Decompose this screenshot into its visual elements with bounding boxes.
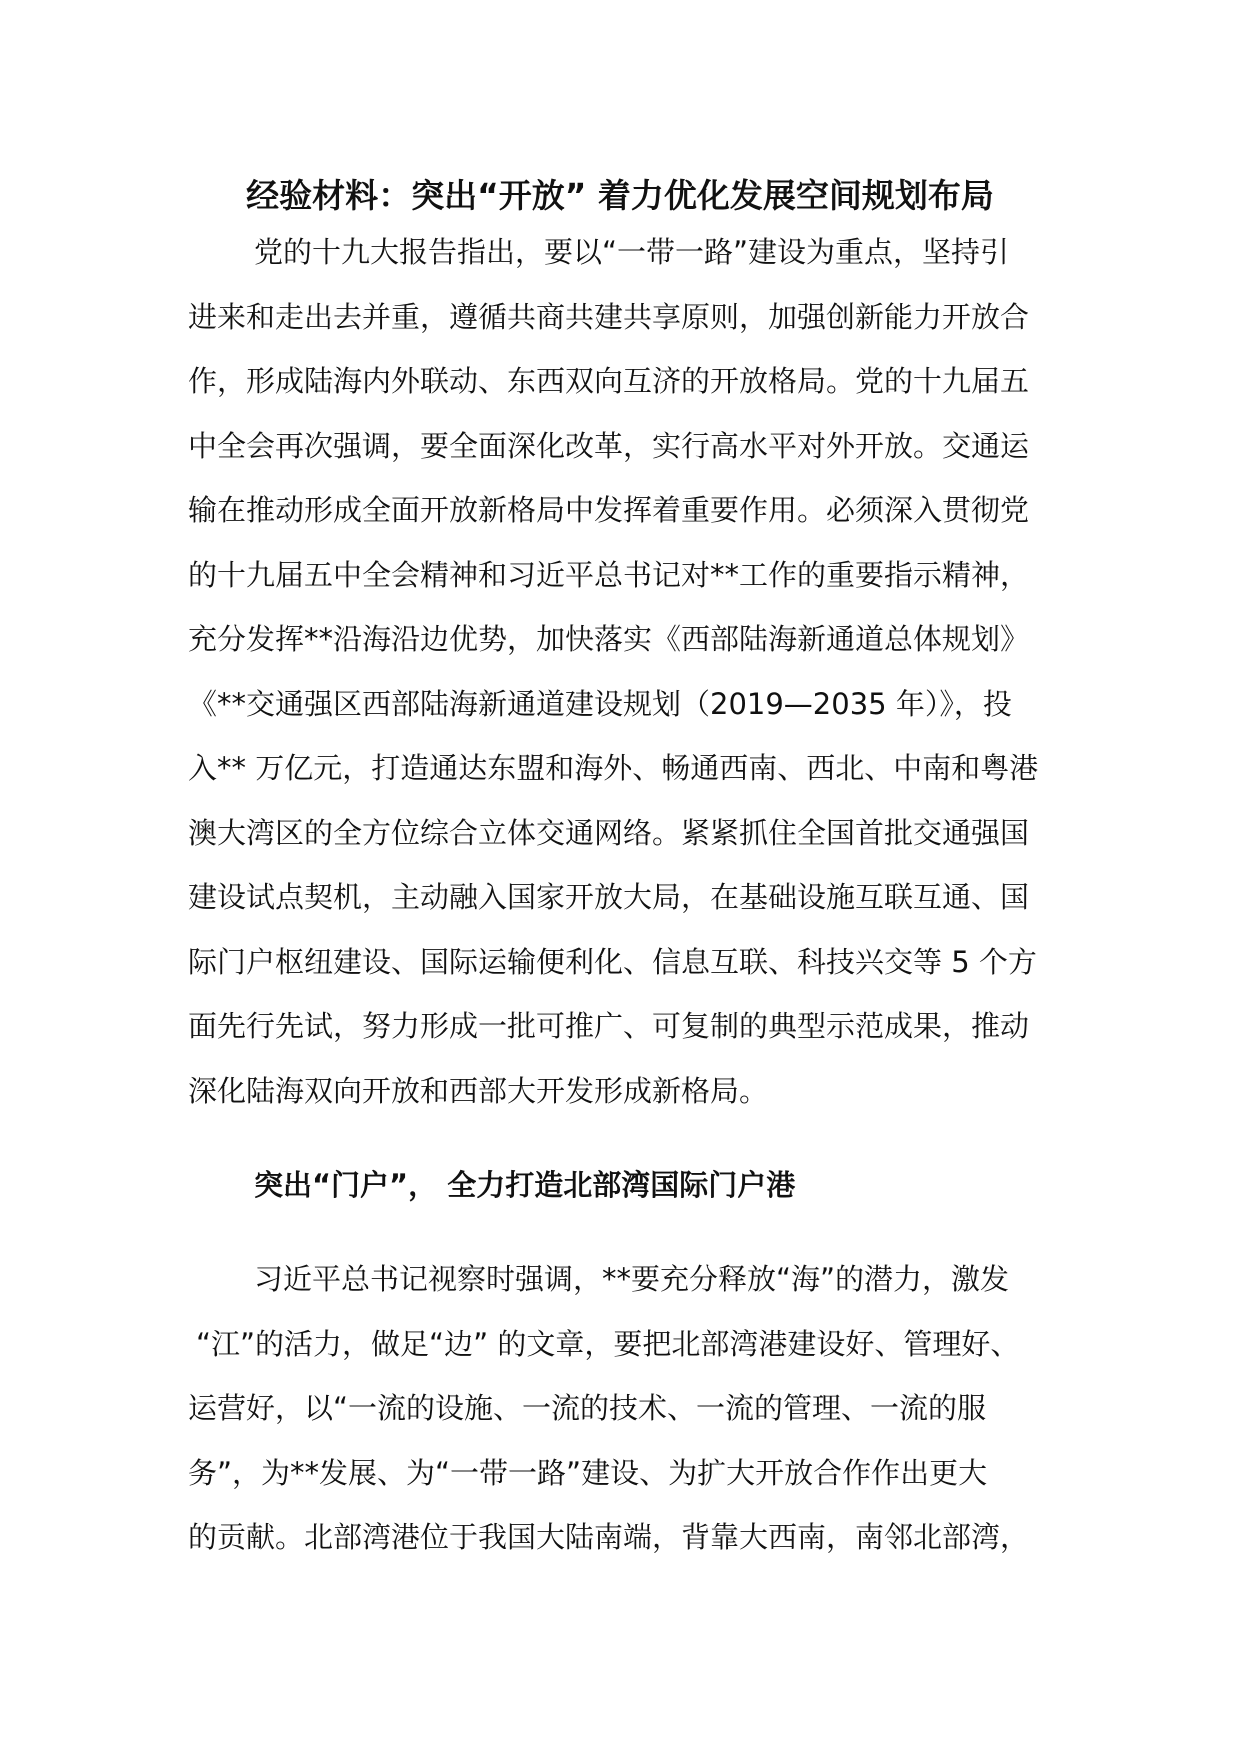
paragraph-line: 入** 万亿元，打造通达东盟和海外、畅通西南、西北、中南和粤港 [188,751,1039,785]
paragraph-line: 《**交通强区西部陆海新通道建设规划（2019—2035 年）》，投 [188,687,1012,721]
paragraph-line: 作，形成陆海内外联动、东西双向互济的开放格局。党的十九届五 [188,364,1030,398]
paragraph-line: 运营好，以“一流的设施、一流的技术、一流的管理、一流的服 [188,1391,987,1425]
paragraph-line: 际门户枢纽建设、国际运输便利化、信息互联、科技兴交等 5 个方 [188,945,1037,979]
paragraph-line: 党的十九大报告指出，要以“一带一路”建设为重点，坚持引 [254,235,1010,269]
document-title: 经验材料：突出“开放” 着力优化发展空间规划布局 [246,176,994,215]
paragraph-line: 中全会再次强调，要全面深化改革，实行高水平对外开放。交通运 [188,429,1030,463]
paragraph-line: 澳大湾区的全方位综合立体交通网络。紧紧抓住全国首批交通强国 [188,816,1030,850]
paragraph-line: 务”，为**发展、为“一带一路”建设、为扩大开放合作作出更大 [188,1456,988,1490]
section-heading: 突出“门户”， 全力打造北部湾国际门户港 [254,1168,796,1202]
paragraph-line: 建设试点契机，主动融入国家开放大局，在基础设施互联互通、国 [188,880,1030,914]
paragraph-line: 的十九届五中全会精神和习近平总书记对**工作的重要指示精神， [188,558,1030,592]
paragraph-line: 进来和走出去并重，遵循共商共建共享原则，加强创新能力开放合 [188,300,1030,334]
paragraph-line: 输在推动形成全面开放新格局中发挥着重要作用。必须深入贯彻党 [188,493,1030,527]
paragraph-line: “江”的活力，做足“边” 的文章，要把北部湾港建设好、管理好、 [196,1327,1020,1361]
paragraph-line: 充分发挥**沿海沿边优势，加快落实《西部陆海新通道总体规划》 [188,622,1030,656]
paragraph-line: 面先行先试，努力形成一批可推广、可复制的典型示范成果，推动 [188,1009,1030,1043]
paragraph-line: 习近平总书记视察时强调，**要充分释放“海”的潜力，激发 [254,1262,1010,1296]
paragraph-line: 深化陆海双向开放和西部大开发形成新格局。 [188,1074,769,1108]
paragraph-line: 的贡献。北部湾港位于我国大陆南端，背靠大西南，南邻北部湾， [188,1520,1030,1554]
